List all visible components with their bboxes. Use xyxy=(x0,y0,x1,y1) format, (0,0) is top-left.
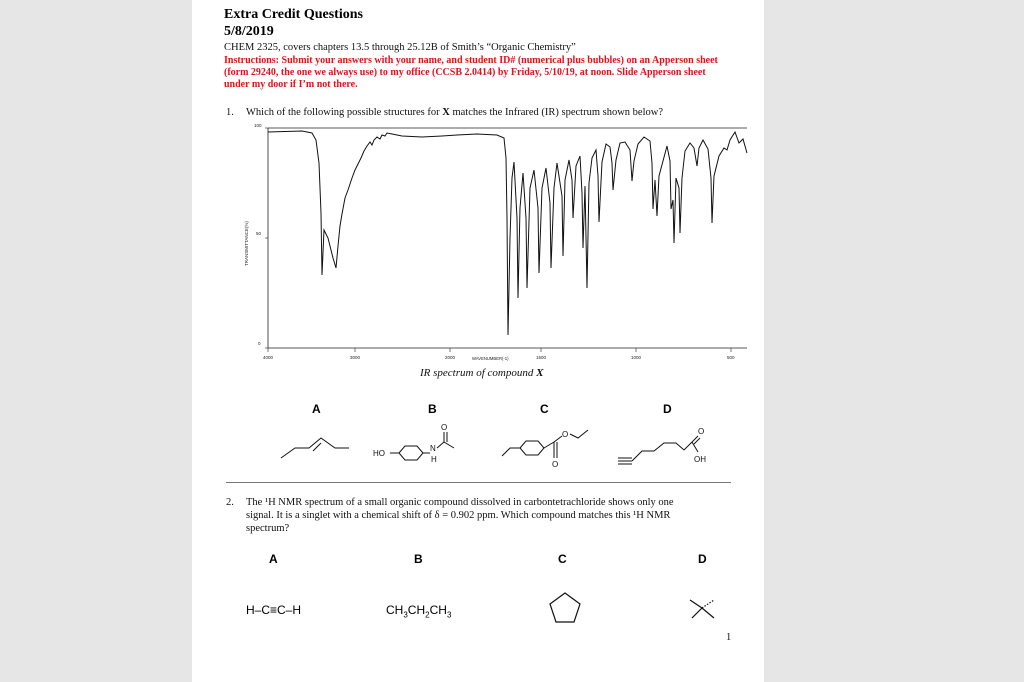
b-o: O xyxy=(441,423,448,432)
x-tick-1000: 1000 xyxy=(631,355,642,360)
q1-option-a-label: A xyxy=(312,402,321,416)
q1-structure-d xyxy=(612,418,722,472)
x-axis-label: WAVENUMBER(-1) xyxy=(472,356,509,361)
q2-line-2: signal. It is a singlet with a chemical shift of δ = 0.902 ppm. Which compound matches this ¹H NMR xyxy=(246,510,671,521)
b-n: N xyxy=(430,444,436,453)
q1-option-b-label: B xyxy=(428,402,437,416)
q1-structure-c xyxy=(500,418,610,472)
document-title: Extra Credit Questions xyxy=(224,7,363,22)
y-tick-100: 100 xyxy=(254,123,262,128)
page-number: 1 xyxy=(726,632,732,643)
q2-option-a-structure: H–C≡C–H xyxy=(246,603,302,617)
c-o-ester: O xyxy=(562,430,569,439)
q2-number: 2. xyxy=(226,497,234,508)
course-info: CHEM 2325, covers chapters 13.5 through 25.12B of Smith’s “Organic Chemistry” xyxy=(224,42,576,53)
q2-option-c-label: C xyxy=(558,552,567,566)
q1-structure-b xyxy=(372,420,482,470)
b-ho: HO xyxy=(373,449,385,458)
q2-option-c-structure xyxy=(547,590,583,626)
q1-option-d-label: D xyxy=(663,402,672,416)
x-tick-3000: 3000 xyxy=(350,355,361,360)
document-date: 5/8/2019 xyxy=(224,24,274,39)
y-tick-50: 50 xyxy=(256,231,262,236)
q1-option-c-label: C xyxy=(540,402,549,416)
x-tick-1500: 1500 xyxy=(536,355,547,360)
y-tick-0: 0 xyxy=(258,341,261,346)
q2-line-3: spectrum? xyxy=(246,523,290,534)
q2-option-a-label: A xyxy=(269,552,278,566)
ir-trace xyxy=(268,131,747,335)
q2-option-d-structure xyxy=(682,588,722,628)
x-tick-2000: 2000 xyxy=(445,355,456,360)
instructions-text: Instructions: Submit your answers with your name, and student ID# (numerical plus bubbles) on an Apperson sheet (form 29240, the one we always use) to my office (CCSB 2.0414) by Friday, 5/10/19, at noon. Slide Apperson sheet under my door if I’m not there. xyxy=(224,55,718,90)
y-axis-label: TRANSMITTANCE(%) xyxy=(244,221,249,266)
d-o: O xyxy=(698,427,705,436)
c-o-carbonyl: O xyxy=(552,460,559,469)
document-page xyxy=(192,0,764,682)
divider xyxy=(226,482,731,483)
q2-option-b-structure: $CH_3CH_2CH_3$ xyxy=(386,603,452,620)
x-tick-4000: 4000 xyxy=(263,355,274,360)
q1-text: Which of the following possible structures for X matches the Infrared (IR) spectrum shown below? xyxy=(246,107,663,118)
b-h: H xyxy=(431,455,437,464)
q1-structure-a xyxy=(277,430,357,470)
ir-spectrum xyxy=(242,118,752,368)
spectrum-caption: IR spectrum of compound X xyxy=(420,367,544,379)
q2-option-d-label: D xyxy=(698,552,707,566)
q2-option-b-label: B xyxy=(414,552,423,566)
q1-number: 1. xyxy=(226,107,234,118)
d-oh: OH xyxy=(694,455,706,464)
q2-line-1: The ¹H NMR spectrum of a small organic compound dissolved in carbontetrachloride shows only one xyxy=(246,497,674,508)
x-tick-500: 500 xyxy=(727,355,735,360)
